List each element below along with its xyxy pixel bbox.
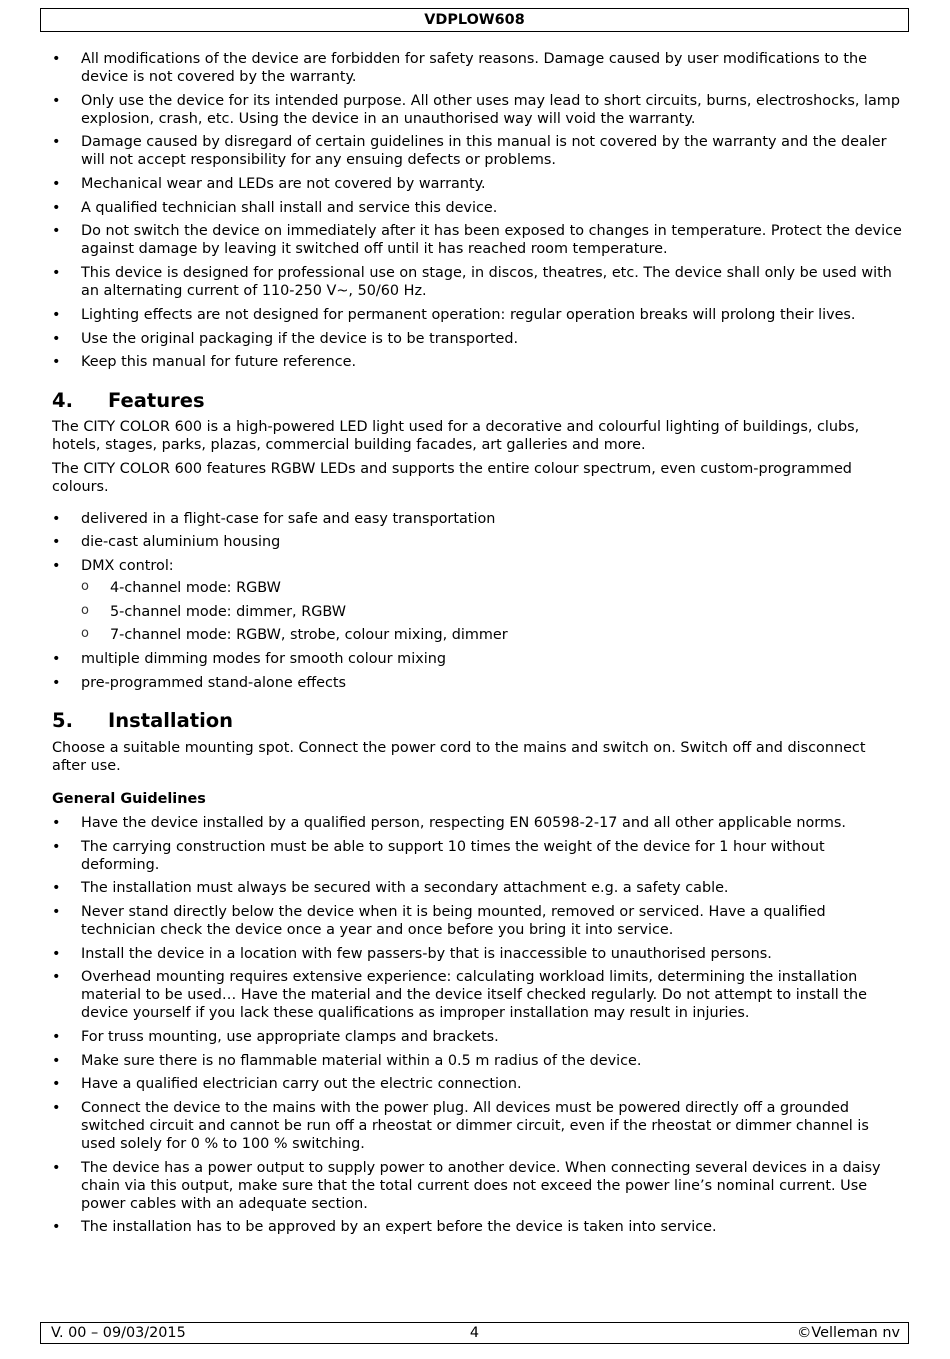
list-item: • Have the device installed by a qualified person, respecting EN 60598-2-17 and all other applicable norms. — [52, 814, 902, 832]
sub-list-item: o 5-channel mode: dimmer, RGBW — [81, 603, 902, 621]
list-item: • The device has a power output to supply power to another device. When connecting several devices in a daisy chain via this output, make sure that the total current does not exceed the power line’s nominal current. Use power cables with an adequate section. — [52, 1159, 902, 1213]
sub-list-item: o 7-channel mode: RGBW, strobe, colour mixing, dimmer — [81, 626, 902, 644]
list-item: • Keep this manual for future reference. — [52, 353, 902, 371]
list-item: • The installation must always be secured with a secondary attachment e.g. a safety cable. — [52, 879, 902, 897]
list-item: • Have a qualified electrician carry out the electric connection. — [52, 1075, 902, 1093]
list-item: • This device is designed for professional use on stage, in discos, theatres, etc. The device shall only be used with an alternating current of 110-250 V~, 50/60 Hz. — [52, 264, 902, 300]
page-content — [52, 50, 902, 1242]
list-item: • Never stand directly below the device when it is being mounted, removed or serviced. Have a qualified technician check the device once a year and once before you bring it into service. — [52, 903, 902, 939]
section-number: 4. — [52, 389, 73, 413]
features-paragraph: The CITY COLOR 600 features RGBW LEDs and supports the entire colour spectrum, even custom-programmed colours. — [52, 460, 852, 495]
list-item: • Lighting effects are not designed for permanent operation: regular operation breaks will prolong their lives. — [52, 306, 902, 324]
list-item: • Do not switch the device on immediately after it has been exposed to changes in temperature. Protect the device against damage by leaving it switched off until it has reached room temperature. — [52, 222, 902, 258]
header-title: VDPLOW608 — [424, 12, 525, 28]
page-header — [40, 8, 909, 32]
section-heading-features — [52, 389, 902, 413]
sub-list-item: o 4-channel mode: RGBW — [81, 579, 902, 597]
list-item: • Install the device in a location with few passers-by that is inaccessible to unauthorised persons. — [52, 945, 902, 963]
list-item: • Mechanical wear and LEDs are not covered by warranty. — [52, 175, 902, 193]
list-item: • The carrying construction must be able to support 10 times the weight of the device for 1 hour without deforming. — [52, 838, 902, 874]
installation-intro: Choose a suitable mounting spot. Connect the power cord to the mains and switch on. Switch off and disconnect after use. — [52, 739, 866, 774]
list-item: • Connect the device to the mains with the power plug. All devices must be powered directly off a grounded switched circuit and cannot be run off a rheostat or dimmer circuit, even if the rheostat or dimmer channel is used solely for 0 % to 100 % switching. — [52, 1099, 902, 1153]
section-title: Installation — [108, 708, 234, 732]
dmx-mode-list — [81, 579, 902, 644]
list-item: • delivered in a flight-case for safe and easy transportation — [52, 510, 902, 528]
page-footer — [40, 1322, 909, 1344]
section-title: Features — [108, 389, 205, 413]
list-item: • The installation has to be approved by an expert before the device is taken into service. — [52, 1218, 902, 1236]
footer-page-number: 4 — [469, 1325, 480, 1341]
footer-version: V. 00 – 09/03/2015 — [51, 1325, 186, 1341]
footer-copyright: ©Velleman nv — [797, 1325, 900, 1341]
guidelines-list — [52, 814, 902, 1237]
list-item: • A qualified technician shall install and service this device. — [52, 199, 902, 217]
list-item — [52, 557, 902, 644]
list-item: • die-cast aluminium housing — [52, 533, 902, 551]
features-list — [52, 510, 902, 692]
general-guidelines-heading: General Guidelines — [52, 790, 206, 807]
list-item: • Only use the device for its intended purpose. All other uses may lead to short circuits, burns, electroshocks, lamp explosion, crash, etc. Using the device in an unauthorised way will void the warranty. — [52, 92, 902, 128]
list-item: • Damage caused by disregard of certain guidelines in this manual is not covered by the warranty and the dealer will not accept responsibility for any ensuing defects or problems. — [52, 133, 902, 169]
list-item: • Make sure there is no flammable material within a 0.5 m radius of the device. — [52, 1052, 902, 1070]
section-number: 5. — [52, 708, 73, 732]
list-item: • multiple dimming modes for smooth colour mixing — [52, 650, 902, 668]
list-item: • Use the original packaging if the device is to be transported. — [52, 330, 902, 348]
list-item: • For truss mounting, use appropriate clamps and brackets. — [52, 1028, 902, 1046]
list-item: • All modifications of the device are forbidden for safety reasons. Damage caused by user modifications to the device is not covered by the warranty. — [52, 50, 902, 86]
safety-list — [52, 50, 902, 371]
features-paragraph: The CITY COLOR 600 is a high-powered LED light used for a decorative and colourful lighting of buildings, clubs, hotels, stages, parks, plazas, commercial building facades, art galleries and more. — [52, 419, 860, 454]
section-heading-installation — [52, 709, 902, 733]
list-item: • pre-programmed stand-alone effects — [52, 674, 902, 692]
list-item: • Overhead mounting requires extensive experience: calculating workload limits, determining the installation material to be used… Have the material and the device itself checked regularly. Do not attempt to install the device yourself if you lack these qualifications as improper installation may result in injuries. — [52, 968, 902, 1022]
dmx-label: DMX control: — [81, 558, 174, 575]
